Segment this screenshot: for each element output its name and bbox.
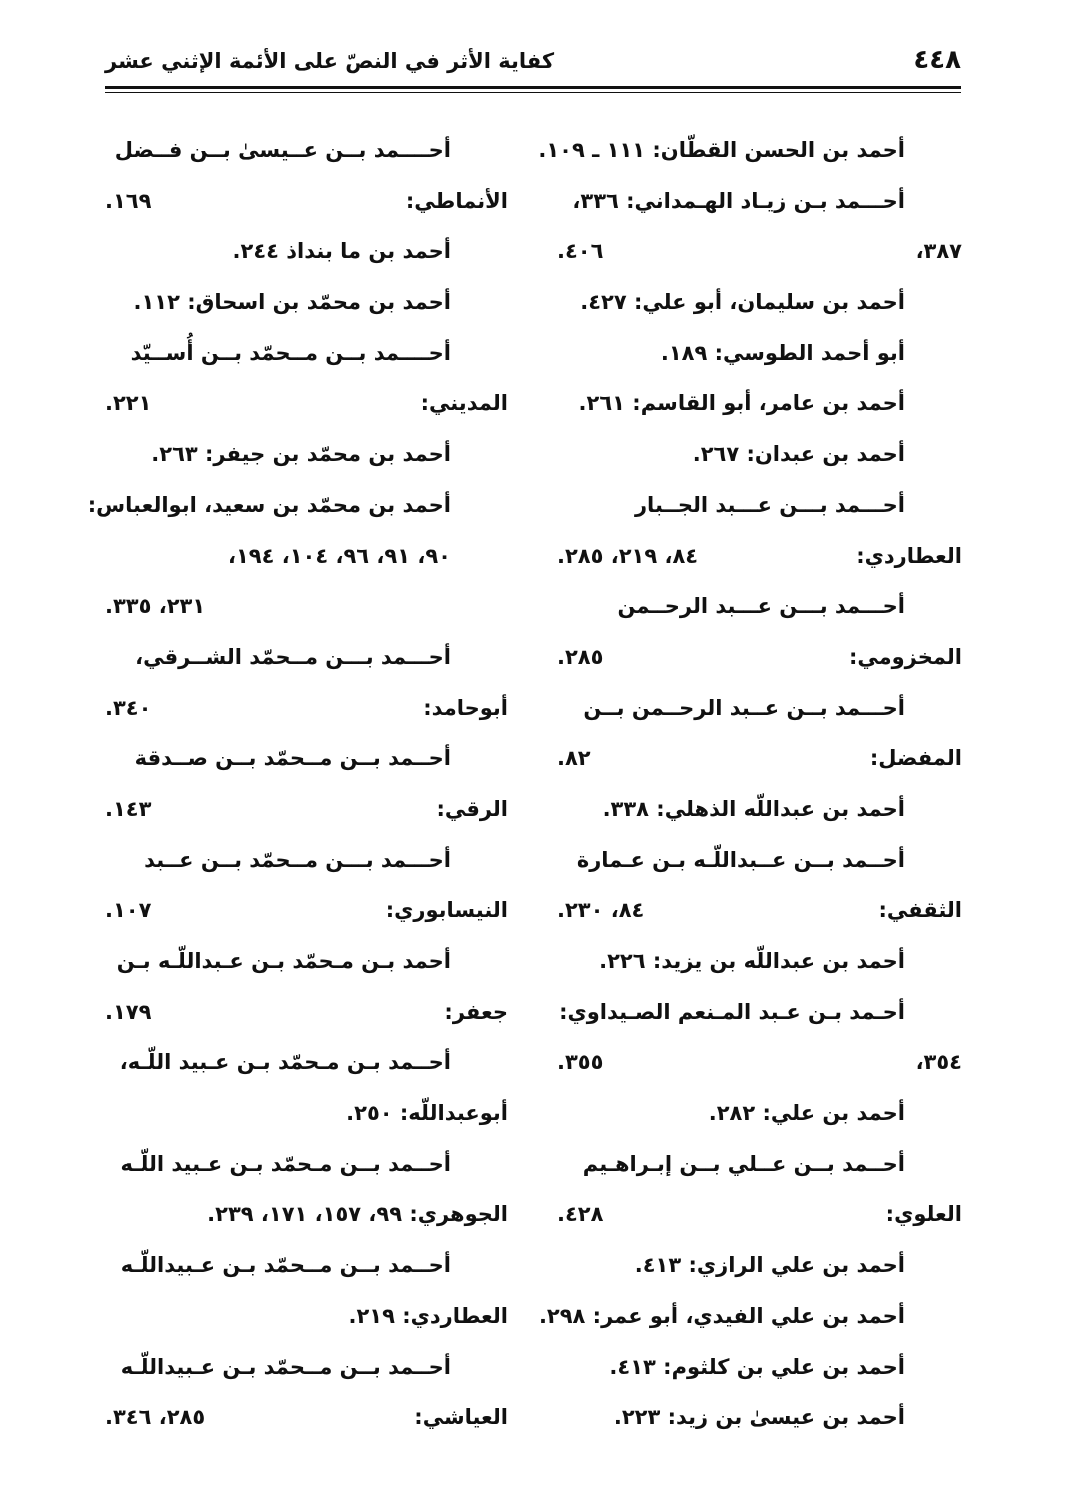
index-entry: أحـــمد بـــن مــحمّد الشــرقي،: [135, 644, 451, 669]
entry-page-numbers: ١٤٣.: [105, 796, 152, 821]
index-entry: أحمد بن علي بن كلثوم: ٤١٣.: [609, 1354, 905, 1379]
index-entry-continuation: [557, 632, 962, 683]
index-entry: أحـمد بـن عـبد المـنعم الصـيداوي:: [559, 999, 905, 1024]
entry-page-numbers: ٢٨٥، ٣٤٦.: [105, 1405, 206, 1430]
index-entry: أحــمد بـن مـحمّد بـن عـبيد اللّـه،: [119, 1050, 451, 1075]
entry-label: الرقي:: [436, 796, 508, 821]
entry-label: ٣٨٧،: [915, 239, 962, 264]
page-number: ٤٤٨: [913, 45, 961, 75]
entry-page-numbers: ٤٠٦.: [557, 239, 604, 264]
index-entry-continuation: [105, 987, 508, 1038]
index-entry: أحــــمد بــن عــيسىٰ بــن فــضل: [114, 138, 451, 162]
entry-label: المديني:: [420, 391, 508, 416]
entry-page-numbers: ١٠٧.: [105, 898, 152, 923]
entry-page-numbers: ٤٢٨.: [557, 1202, 604, 1227]
index-column-right: [538, 125, 962, 1443]
index-entry: أحمد بـن مـحمّد بـن عـبداللّـه بـن: [116, 949, 451, 973]
index-entry-continuation: العطاردي: ٢١٩.: [348, 1303, 508, 1328]
index-entry-continuation: [105, 176, 508, 227]
index-entry: أبو أحمد الطوسي: ١٨٩.: [660, 340, 905, 365]
entry-page-numbers: ٣٤٠.: [105, 695, 152, 720]
index-entry-continuation: [557, 733, 962, 784]
index-entry-continuation: الجوهري: ٩٩، ١٥٧، ١٧١، ٢٣٩.: [207, 1202, 508, 1227]
entry-label: الأنماطي:: [405, 188, 508, 213]
entry-page-numbers: ١٧٩.: [105, 999, 152, 1024]
index-entry-numbers: ٩٠، ٩١، ٩٦، ١٠٤، ١٩٤،: [228, 543, 451, 568]
running-title: كفاية الأثر في النصّ على الأئمة الإثني عشر: [105, 49, 555, 73]
index-entry: أحــمد بــن عــلي بــن إبـراهـيم: [582, 1151, 905, 1176]
index-entry-continuation: [557, 885, 962, 936]
index-entry: أحمد بن عبدان: ٢٦٧.: [692, 442, 905, 467]
entry-page-numbers: ٢٢١.: [105, 391, 152, 416]
index-entry: أحمد بن سليمان، أبو علي: ٤٢٧.: [580, 290, 905, 315]
index-entry: أحــمد بــن عــبداللّـه بـن عـمارة: [576, 847, 905, 872]
entry-label: جعفر:: [444, 999, 508, 1024]
index-entry-continuation: [105, 1392, 508, 1443]
index-entry-continuation: أبوعبداللّه: ٢٥٠.: [346, 1101, 508, 1126]
entry-page-numbers: ٢٨٥.: [557, 644, 604, 669]
index-entry: أحــمد بــن مــحمّد بــن صــدقة: [134, 746, 451, 771]
entry-page-numbers: ١٦٩.: [105, 188, 152, 213]
index-entry: أحـــمد بـــن عـــبد الجــبار: [634, 492, 905, 517]
index-entry-continuation: [105, 378, 508, 429]
index-entry-continuation: [557, 1189, 962, 1240]
index-entry-continuation: [105, 885, 508, 936]
index-entry-continuation: [557, 531, 962, 582]
index-entry: أحمد بن الحسن القطّان: ١١١ ـ ١٠٩.: [538, 138, 905, 162]
index-entry: أحمد بن عامر، أبو القاسم: ٢٦١.: [578, 391, 905, 416]
index-entry: أحمد بن عبداللّه الذهلي: ٣٣٨.: [602, 796, 905, 821]
header-rule-thick: [105, 86, 961, 89]
entry-page-numbers: ٨٤، ٢١٩، ٢٨٥.: [557, 543, 699, 568]
entry-label: النيسابوري:: [385, 898, 508, 923]
entry-label: العطاردي:: [856, 543, 962, 568]
index-entry: أحمد بن محمّد بن سعيد، ابوالعباس:: [87, 492, 451, 517]
header-rule-thin: [105, 92, 961, 93]
index-entry: أحمد بن علي: ٢٨٢.: [708, 1101, 905, 1126]
index-entry: أحــمد بــن مــحمّد بـن عـبيداللّـه: [120, 1253, 451, 1278]
entry-label: الثقفي:: [878, 898, 962, 923]
entry-label: أبوحامد:: [423, 695, 508, 720]
page-header: [105, 45, 961, 85]
index-entry: أحـــمد بـن زيـاد الهـمداني: ٣٣٦،: [572, 188, 905, 213]
index-entry: أحمد بن عيسىٰ بن زيد: ٢٢٣.: [613, 1405, 905, 1430]
entry-page-numbers: ٨٤، ٢٣٠.: [557, 898, 645, 923]
index-entry: أحــمد بــن مــحمّد بـن عـبيداللّـه: [120, 1354, 451, 1379]
index-entry: أحمد بن عبداللّه بن يزيد: ٢٢٦.: [599, 949, 905, 973]
index-entry: أحـــمد بـــن مــحمّد بــن عــبد: [144, 847, 451, 872]
index-entry: أحــمد بــن مـحمّد بـن عـبيد اللّـه: [120, 1151, 451, 1176]
index-entry-continuation: [105, 784, 508, 835]
index-entry: أحـــمد بــن عــبد الرحــمن بــن: [583, 695, 905, 720]
entry-label: ٣٥٤،: [915, 1050, 962, 1075]
index-entry: أحمد بن ما بنداذ ٢٤٤.: [232, 239, 451, 264]
index-entry: أحــــمد بــن مــحمّد بــن أُســيّد: [130, 340, 451, 365]
index-entry-continuation: [105, 683, 508, 734]
entry-label: المفضل:: [869, 746, 962, 771]
entry-label: العياشي:: [414, 1405, 508, 1430]
entry-label: المخزومي:: [848, 644, 962, 669]
index-entry-continuation: [557, 1037, 962, 1088]
index-entry-numbers: ٢٣١، ٣٣٥.: [105, 594, 206, 619]
entry-page-numbers: ٣٥٥.: [557, 1050, 604, 1075]
index-entry: أحمد بن علي الرازي: ٤١٣.: [634, 1253, 905, 1278]
index-column-left: [87, 125, 508, 1443]
index-entry: أحـــمد بـــن عـــبد الرحــمن: [617, 594, 905, 619]
entry-label: العلوي:: [885, 1202, 962, 1227]
index-entry-continuation: [557, 226, 962, 277]
index-entry: أحمد بن محمّد بن اسحاق: ١١٢.: [133, 290, 451, 315]
index-entry: أحمد بن علي الفيدي، أبو عمر: ٢٩٨.: [538, 1303, 905, 1328]
entry-page-numbers: ٨٢.: [557, 746, 591, 771]
index-entry: أحمد بن محمّد بن جيفر: ٢٦٣.: [151, 442, 451, 467]
